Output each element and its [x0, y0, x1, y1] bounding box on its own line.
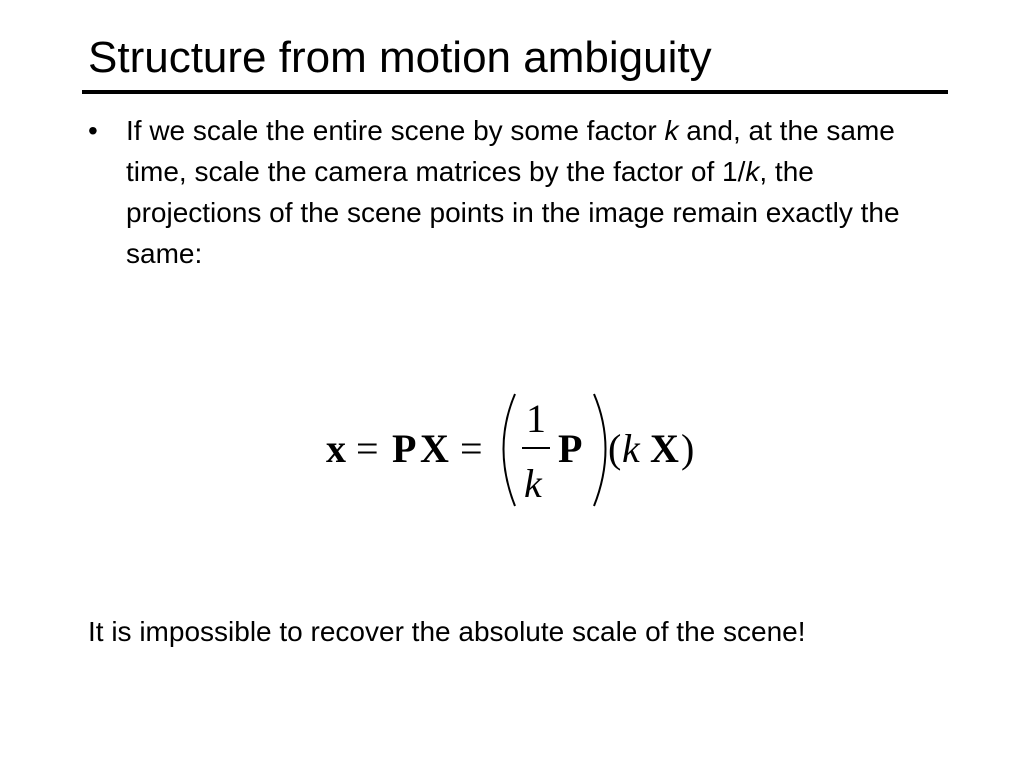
eq-k: k: [622, 426, 640, 471]
eq-X: X: [420, 426, 449, 471]
eq-P: P: [392, 426, 417, 471]
eq-close-paren: ): [681, 426, 695, 471]
bullet-item: [88, 110, 948, 274]
eq-lhs-x: x: [326, 426, 346, 471]
conclusion-text: It is impossible to recover the absolute scale of the scene!: [88, 616, 806, 647]
title-underline: [82, 90, 948, 94]
eq-frac-numerator: 1: [526, 396, 546, 441]
eq-equals-2: =: [460, 426, 483, 471]
right-big-paren: [594, 394, 606, 506]
left-big-paren: [504, 394, 516, 506]
eq-equals-1: =: [356, 426, 379, 471]
eq-open-paren: (: [608, 426, 622, 471]
eq-P-scaled: P: [558, 426, 583, 471]
bullet-text-part-1: If we scale the entire scene by some factor: [126, 115, 665, 146]
eq-X-scaled: X: [650, 426, 679, 471]
slide-title: Structure from motion ambiguity: [88, 33, 712, 82]
scale-ambiguity-equation: [300, 380, 720, 520]
bullet-text-part-2: and, at the same time, scale the camera matrices by the factor of 1/: [126, 115, 895, 187]
bullet-marker: •: [88, 115, 98, 146]
eq-frac-denominator: k: [524, 461, 542, 506]
bullet-k-variable: k: [664, 115, 679, 146]
bullet-k-variable-2: k: [745, 156, 760, 187]
bullet-text-part-3: , the projections of the scene points in the image remain exactly the same:: [126, 156, 900, 269]
bullet-list: [88, 110, 948, 274]
